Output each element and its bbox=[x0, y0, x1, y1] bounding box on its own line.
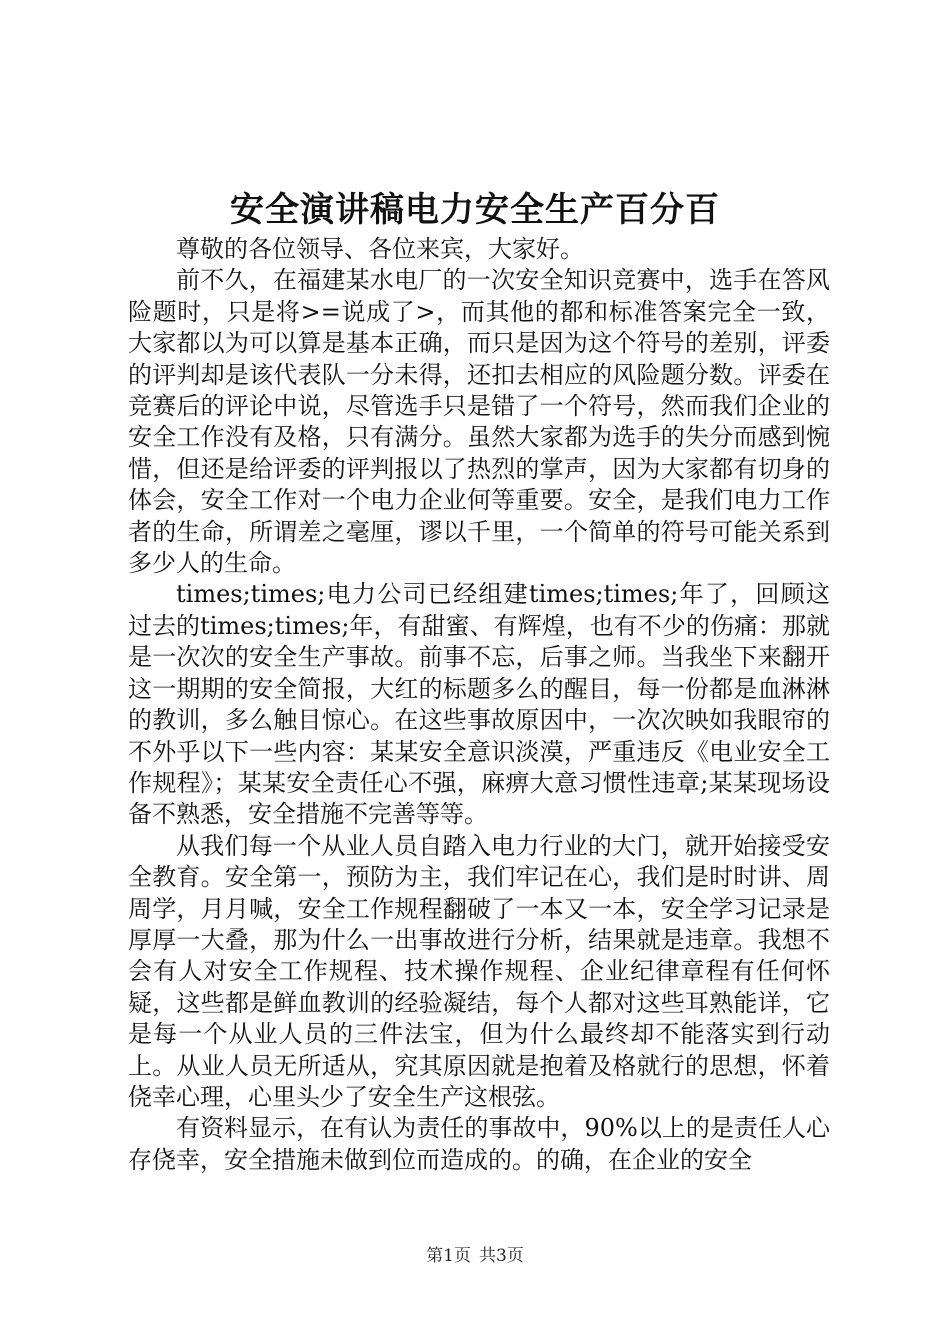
document-body bbox=[128, 234, 830, 1176]
paragraph-history: times;times;电力公司已经组建times;times;年了，回顾这过去的times;times;年，有甜蜜、有辉煌，也有不少的伤痛：那就是一次次的安全生产事故。前事不忘，后事之师。当我坐下来翻开这一期期的安全简报，大红的标题多么的醒目，每一份都是血淋淋的教训，多么触目惊心。在这些事故原因中，一次次映如我眼帘的不外乎以下一些内容：某某安全意识淡漠，严重违反《电业安全工作规程》；某某安全责任心不强，麻痹大意习惯性违章;某某现场设备不熟悉，安全措施不完善等等。 bbox=[128, 580, 830, 829]
page-footer bbox=[0, 1244, 950, 1268]
paragraph-statistics: 有资料显示，在有认为责任的事故中，90%以上的是责任人心存侥幸，安全措施未做到位而造成的。的确，在企业的安全 bbox=[128, 1114, 830, 1174]
page-total: 共3页 bbox=[479, 1246, 524, 1266]
document-title: 安全演讲稿电力安全生产百分百 bbox=[230, 190, 720, 230]
paragraph-greeting: 尊敬的各位领导、各位来宾，大家好。 bbox=[176, 235, 584, 263]
paragraph-education: 从我们每一个从业人员自踏入电力行业的大门，就开始接受安全教育。安全第一，预防为主，我们牢记在心，我们是时时讲、周周学，月月喊，安全工作规程翻破了一本又一本，安全学习记录是厚厚一大叠，那为什么一出事故进行分析，结果就是违章。我想不会有人对安全工作规程、技术操作规程、企业纪律章程有任何怀疑，这些都是鲜血教训的经验凝结，每个人都对这些耳熟能详，它是每一个从业人员的三件法宝，但为什么最终却不能落实到行动上。从业人员无所适从，究其原因就是抱着及格就行的思想，怀着侥幸心理，心里头少了安全生产这根弦。 bbox=[128, 831, 830, 1111]
paragraph-competition: 前不久，在福建某水电厂的一次安全知识竞赛中，选手在答风险题时，只是将>=说成了>，而其他的都和标准答案完全一致，大家都以为可以算是基本正确，而只是因为这个符号的差别，评委的评判却是该代表队一分未得，还扣去相应的风险题分数。评委在竞赛后的评论中说，尽管选手只是错了一个符号，然而我们企业的安全工作没有及格，只有满分。虽然大家都为选手的失分而感到惋惜，但还是给评委的评判报以了热烈的掌声，因为大家都有切身的体会，安全工作对一个电力企业何等重要。安全，是我们电力工作者的生命，所谓差之毫厘，谬以千里，一个简单的符号可能关系到多少人的生命。 bbox=[128, 266, 830, 578]
page-number: 第1页 bbox=[426, 1246, 471, 1266]
